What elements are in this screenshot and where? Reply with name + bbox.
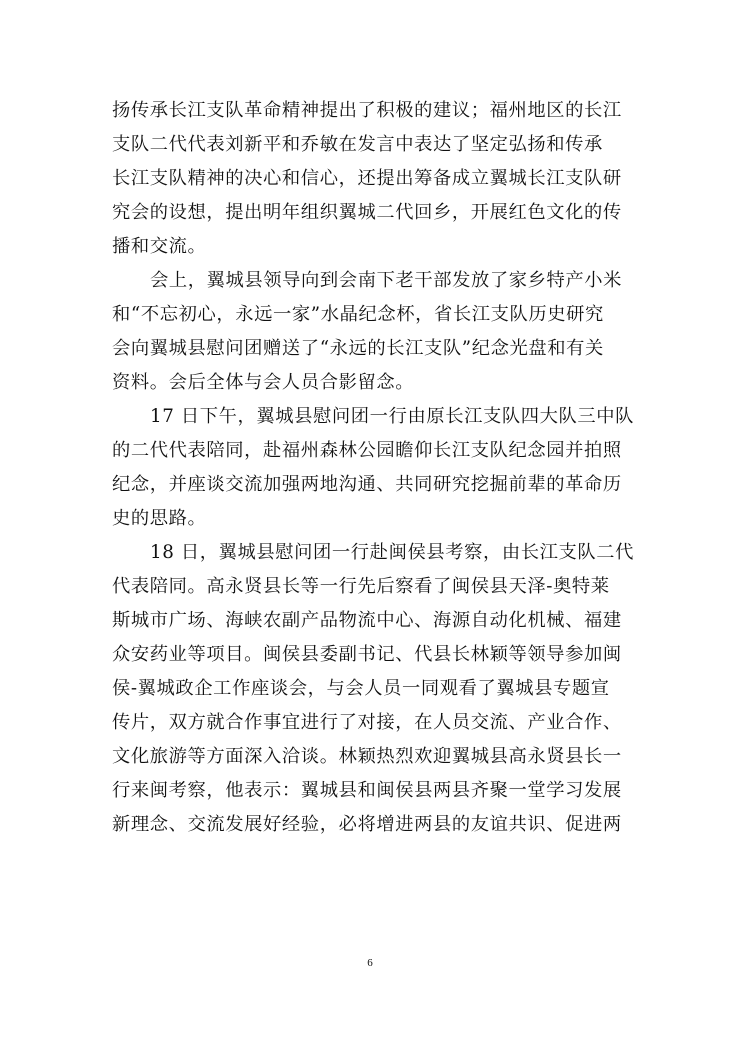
text-line: 的二代代表陪同，赴福州森林公园瞻仰长江支队纪念园并拍照 <box>112 440 622 461</box>
text-line: 纪念，并座谈交流加强两地沟通、共同研究挖掘前辈的革命历 <box>112 474 622 495</box>
paragraph-first-line: 会上，翼城县领导向到会南下老干部发放了家乡特产小米 <box>150 270 623 291</box>
text-line: 和“不忘初心，永远一家”水晶纪念杯，省长江支队历史研究 <box>112 304 604 325</box>
text-line: 支队二代代表刘新平和乔敏在发言中表达了坚定弘扬和传承 <box>112 134 603 155</box>
text-line: 新理念、交流发展好经验，必将增进两县的友谊共识、促进两 <box>112 814 622 835</box>
text-line: 扬传承长江支队革命精神提出了积极的建议；福州地区的长江 <box>112 100 622 121</box>
text-line: 传片，双方就合作事宜进行了对接，在人员交流、产业合作、 <box>112 712 622 733</box>
text-line: 长江支队精神的决心和信心，还提出筹备成立翼城长江支队研 <box>112 168 622 189</box>
page-number: 6 <box>367 957 373 969</box>
text-line: 会向翼城县慰问团赠送了“永远的长江支队”纪念光盘和有关 <box>112 338 604 359</box>
paragraph-first-line: 17 日下午，翼城县慰问团一行由原长江支队四大队三中队 <box>150 406 635 427</box>
text-line: 众安药业等项目。闽侯县委副书记、代县长林颖等领导参加闽 <box>112 644 622 665</box>
text-line: 斯城市广场、海峡农副产品物流中心、海源自动化机械、福建 <box>112 610 622 631</box>
text-line: 文化旅游等方面深入洽谈。林颖热烈欢迎翼城县高永贤县长一 <box>112 746 622 767</box>
text-line: 资料。会后全体与会人员合影留念。 <box>112 372 415 393</box>
text-line: 播和交流。 <box>112 236 207 257</box>
text-line: 代表陪同。高永贤县长等一行先后察看了闽侯县天泽-奥特莱 <box>112 576 610 597</box>
text-line: 史的思路。 <box>112 508 207 529</box>
text-line: 侯-翼城政企工作座谈会，与会人员一同观看了翼城县专题宣 <box>112 678 610 699</box>
text-line: 究会的设想，提出明年组织翼城二代回乡，开展红色文化的传 <box>112 202 622 223</box>
paragraph-first-line: 18 日，翼城县慰问团一行赴闽侯县考察，由长江支队二代 <box>150 542 635 563</box>
text-line: 行来闽考察，他表示：翼城县和闽侯县两县齐聚一堂学习发展 <box>112 780 622 801</box>
